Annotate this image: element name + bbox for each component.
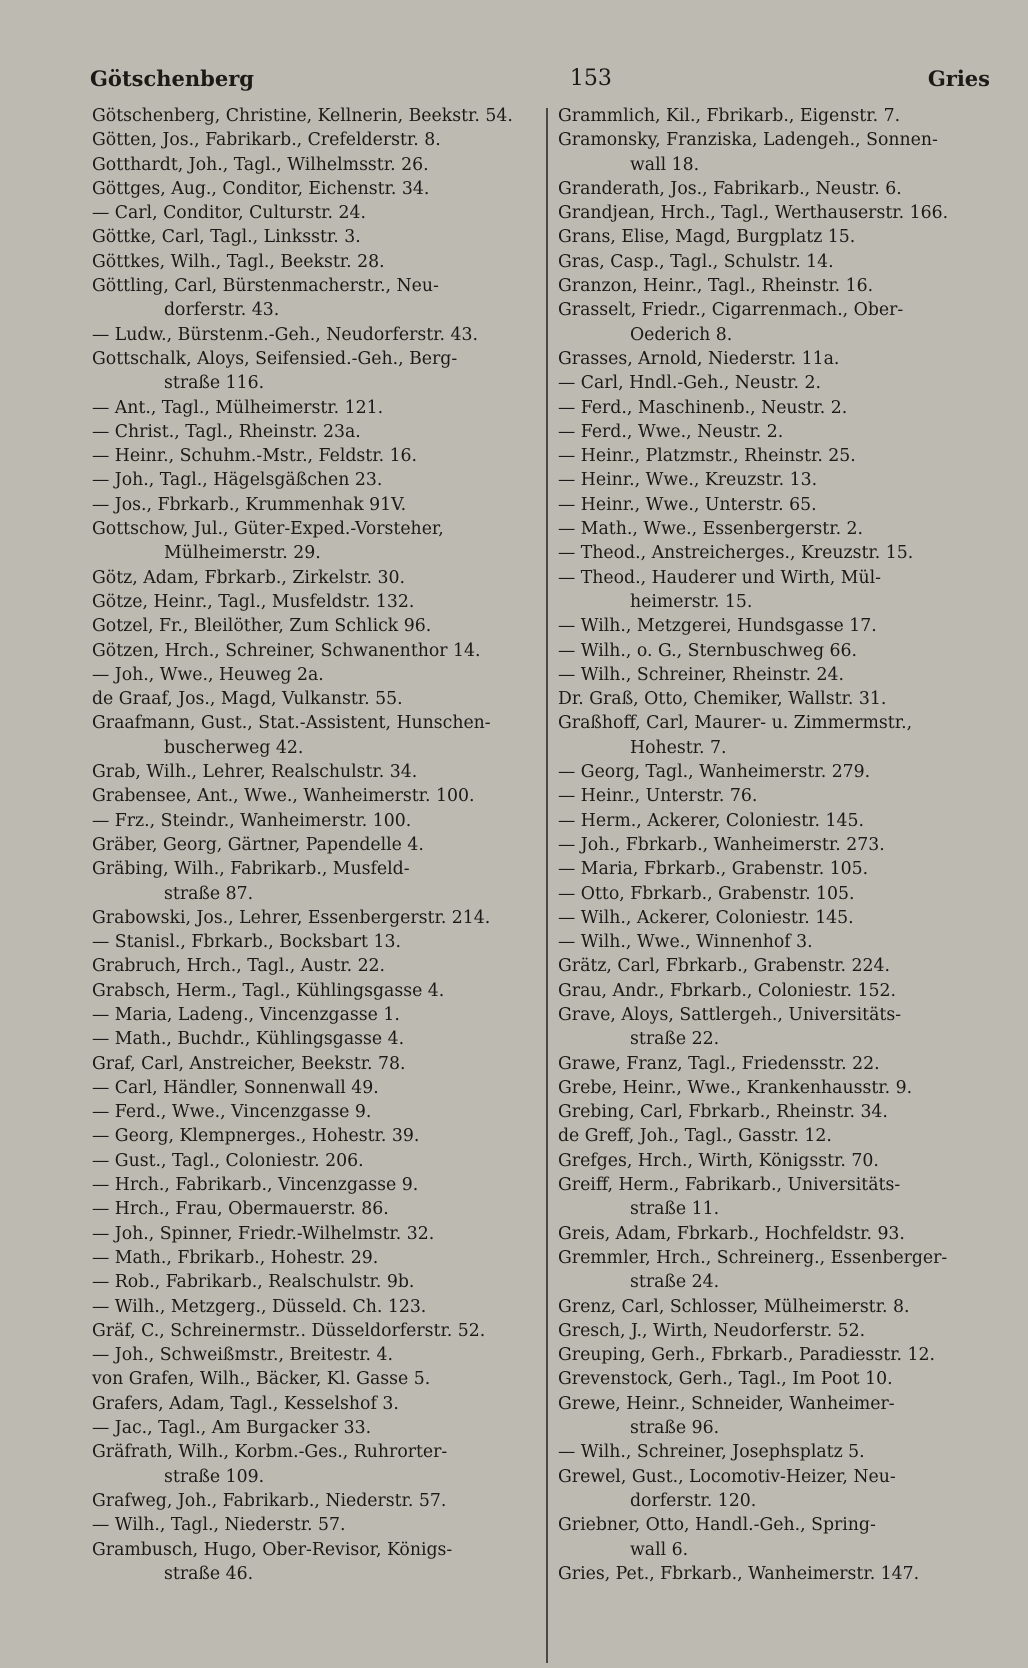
directory-entry <box>558 517 998 541</box>
entry-continuation-line: dorferstr. 43. <box>164 300 280 321</box>
directory-entry <box>92 1100 532 1124</box>
entry-line: Gramonsky, Franziska, Ladengeh., Sonnen- <box>558 130 938 151</box>
directory-entry <box>558 177 998 201</box>
entry-line: Granzon, Heinr., Tagl., Rheinstr. 16. <box>558 276 874 297</box>
directory-entry <box>558 687 998 711</box>
entry-line: Grebe, Heinr., Wwe., Krankenhausstr. 9. <box>558 1077 913 1098</box>
directory-entry <box>558 663 998 687</box>
entry-continuation-line: wall 18. <box>630 154 700 175</box>
entry-line: — Rob., Fabrikarb., Realschulstr. 9b. <box>92 1272 415 1293</box>
directory-entry <box>92 1124 532 1148</box>
entry-line: Grabensee, Ant., Wwe., Wanheimerstr. 100. <box>92 786 475 807</box>
directory-entry <box>92 979 532 1003</box>
entry-line: Grebing, Carl, Fbrkarb., Rheinstr. 34. <box>558 1102 888 1123</box>
entry-continuation-line: straße 46. <box>164 1563 254 1584</box>
column-divider <box>546 108 548 1663</box>
entry-line: — Wilh., Ackerer, Coloniestr. 145. <box>558 907 854 928</box>
entry-line: — Ferd., Wwe., Vincenzgasse 9. <box>92 1102 372 1123</box>
entry-continuation-line: heimerstr. 15. <box>630 591 753 612</box>
page-header <box>90 58 990 98</box>
entry-line: Grafers, Adam, Tagl., Kesselshof 3. <box>92 1393 399 1414</box>
entry-line: Götzen, Hrch., Schreiner, Schwanenthor 14. <box>92 640 481 661</box>
entry-line: Gotthardt, Joh., Tagl., Wilhelmsstr. 26. <box>92 154 429 175</box>
entry-line: Grasselt, Friedr., Cigarrenmach., Ober- <box>558 300 904 321</box>
directory-entry <box>558 954 998 978</box>
entry-line: — Heinr., Schuhm.-Mstr., Feldstr. 16. <box>92 446 418 467</box>
entry-line: Göttges, Aug., Conditor, Eichenstr. 34. <box>92 178 430 199</box>
directory-entry <box>558 420 998 444</box>
directory-entry <box>558 1319 998 1343</box>
directory-entry <box>558 979 998 1003</box>
directory-entry <box>92 517 532 566</box>
entry-line: Grab, Wilh., Lehrer, Realschulstr. 34. <box>92 762 418 783</box>
directory-entry <box>92 1513 532 1537</box>
entry-continuation-line: dorferstr. 120. <box>630 1490 757 1511</box>
entry-line: Grawe, Franz, Tagl., Friedensstr. 22. <box>558 1053 880 1074</box>
entry-continuation-line: buscherweg 42. <box>164 737 304 758</box>
directory-entry <box>558 1149 998 1173</box>
directory-entry <box>92 104 532 128</box>
entry-line: Göttke, Carl, Tagl., Linksstr. 3. <box>92 227 361 248</box>
entry-continuation-line: straße 11. <box>630 1199 720 1220</box>
directory-entry <box>92 809 532 833</box>
directory-entry <box>92 1222 532 1246</box>
entry-line: Götten, Jos., Fabrikarb., Crefelderstr. 8. <box>92 130 441 151</box>
directory-entry <box>92 250 532 274</box>
entry-line: — Hrch., Fabrikarb., Vincenzgasse 9. <box>92 1175 419 1196</box>
entry-line: Götze, Heinr., Tagl., Musfeldstr. 132. <box>92 591 415 612</box>
directory-entry <box>558 1562 998 1586</box>
entry-line: Gräfrath, Wilh., Korbm.-Ges., Ruhrorter- <box>92 1442 448 1463</box>
entry-line: Götschenberg, Christine, Kellnerin, Beekstr. 54. <box>92 106 513 126</box>
entry-line: — Theod., Hauderer und Wirth, Mül- <box>558 567 881 588</box>
directory-entry <box>92 566 532 590</box>
left-column <box>92 104 532 1586</box>
entry-line: Gottschow, Jul., Güter-Exped.-Vorsteher, <box>92 519 444 540</box>
entry-line: — Carl, Hndl.-Geh., Neustr. 2. <box>558 373 821 394</box>
entry-line: Grasses, Arnold, Niederstr. 11a. <box>558 348 840 369</box>
directory-entry <box>558 1052 998 1076</box>
entry-line: Gräbing, Wilh., Fabrikarb., Musfeld- <box>92 859 410 880</box>
directory-entry <box>92 396 532 420</box>
directory-entry <box>92 1489 532 1513</box>
directory-entry <box>558 1246 998 1295</box>
entry-line: Gräber, Georg, Gärtner, Papendelle 4. <box>92 834 424 855</box>
directory-entry <box>558 711 998 760</box>
entry-continuation-line: straße 22. <box>630 1029 720 1050</box>
entry-line: — Joh., Tagl., Hägelsgäßchen 23. <box>92 470 383 491</box>
directory-entry <box>558 1222 998 1246</box>
entry-line: — Jac., Tagl., Am Burgacker 33. <box>92 1418 372 1439</box>
entry-line: — Carl, Händler, Sonnenwall 49. <box>92 1077 379 1098</box>
entry-line: — Wilh., o. G., Sternbuschweg 66. <box>558 640 857 661</box>
directory-entry <box>92 1295 532 1319</box>
entry-line: Grewel, Gust., Locomotiv-Heizer, Neu- <box>558 1466 896 1487</box>
directory-entry <box>92 444 532 468</box>
directory-entry <box>92 906 532 930</box>
directory-entry <box>558 493 998 517</box>
entry-line: — Math., Wwe., Essenbergerstr. 2. <box>558 519 864 540</box>
entry-line: — Theod., Anstreicherges., Kreuzstr. 15. <box>558 543 914 564</box>
entry-line: Grevenstock, Gerh., Tagl., Im Poot 10. <box>558 1369 893 1390</box>
directory-entry <box>92 614 532 638</box>
entry-line: Gräf, C., Schreinermstr.. Düsseldorferstr. 52. <box>92 1320 486 1341</box>
directory-entry <box>558 1440 998 1464</box>
entry-continuation-line: Oederich 8. <box>630 324 733 345</box>
directory-entry <box>92 420 532 444</box>
entry-line: Göttling, Carl, Bürstenmacherstr., Neu- <box>92 276 439 297</box>
directory-entry <box>558 128 998 177</box>
entry-line: Göttkes, Wilh., Tagl., Beekstr. 28. <box>92 251 385 272</box>
directory-entry <box>92 201 532 225</box>
directory-entry <box>558 1100 998 1124</box>
entry-line: — Maria, Fbrkarb., Grabenstr. 105. <box>558 859 869 880</box>
directory-entry <box>92 1173 532 1197</box>
directory-entry <box>92 1197 532 1221</box>
entry-line: Grambusch, Hugo, Ober-Revisor, Königs- <box>92 1539 453 1560</box>
entry-line: Grenz, Carl, Schlosser, Mülheimerstr. 8. <box>558 1296 910 1317</box>
directory-entry <box>558 1295 998 1319</box>
directory-entry <box>558 614 998 638</box>
entry-line: Gras, Casp., Tagl., Schulstr. 14. <box>558 251 834 272</box>
entry-line: — Maria, Ladeng., Vincenzgasse 1. <box>92 1004 400 1025</box>
entry-line: Dr. Graß, Otto, Chemiker, Wallstr. 31. <box>558 689 887 710</box>
entry-line: Grewe, Heinr., Schneider, Wanheimer- <box>558 1393 895 1414</box>
directory-entry <box>92 468 532 492</box>
directory-entry <box>558 347 998 371</box>
entry-line: — Ludw., Bürstenm.-Geh., Neudorferstr. 43. <box>92 324 479 345</box>
entry-line: — Math., Buchdr., Kühlingsgasse 4. <box>92 1029 405 1050</box>
directory-entry <box>92 493 532 517</box>
directory-entry <box>92 687 532 711</box>
directory-entry <box>558 882 998 906</box>
directory-entry <box>92 1440 532 1489</box>
entry-line: Graf, Carl, Anstreicher, Beekstr. 78. <box>92 1053 406 1074</box>
entry-line: — Heinr., Wwe., Unterstr. 65. <box>558 494 817 515</box>
directory-entry <box>558 396 998 420</box>
entry-line: — Carl, Conditor, Culturstr. 24. <box>92 203 366 224</box>
entry-line: — Georg, Klempnerges., Hohestr. 39. <box>92 1126 420 1147</box>
entry-continuation-line: straße 116. <box>164 373 265 394</box>
entry-line: — Wilh., Wwe., Winnenhof 3. <box>558 932 813 953</box>
directory-entry <box>92 274 532 323</box>
directory-entry <box>92 784 532 808</box>
entry-line: de Greff, Joh., Tagl., Gasstr. 12. <box>558 1126 832 1147</box>
entry-line: — Joh., Spinner, Friedr.-Wilhelmstr. 32. <box>92 1223 435 1244</box>
directory-entry <box>558 1392 998 1441</box>
entry-continuation-line: wall 6. <box>630 1539 689 1560</box>
entry-line: Grafweg, Joh., Fabrikarb., Niederstr. 57. <box>92 1490 447 1511</box>
directory-entry <box>558 201 998 225</box>
directory-entry <box>92 1392 532 1416</box>
directory-entry <box>558 1076 998 1100</box>
directory-entry <box>92 153 532 177</box>
entry-line: — Otto, Fbrkarb., Grabenstr. 105. <box>558 883 855 904</box>
directory-entry <box>92 1416 532 1440</box>
entry-line: — Math., Fbrikarb., Hohestr. 29. <box>92 1247 379 1268</box>
entry-line: — Hrch., Frau, Obermauerstr. 86. <box>92 1199 389 1220</box>
entry-line: — Stanisl., Fbrkarb., Bocksbart 13. <box>92 932 401 953</box>
entry-line: — Wilh., Metzgerg., Düsseld. Ch. 123. <box>92 1296 427 1317</box>
directory-entry <box>558 1003 998 1052</box>
directory-entry <box>92 347 532 396</box>
directory-entry <box>92 857 532 906</box>
directory-entry <box>558 1513 998 1562</box>
entry-line: Graßhoff, Carl, Maurer- u. Zimmermstr., <box>558 713 913 734</box>
entry-line: Gottschalk, Aloys, Seifensied.-Geh., Berg- <box>92 348 458 369</box>
directory-entry <box>92 833 532 857</box>
entry-line: Grau, Andr., Fbrkarb., Coloniestr. 152. <box>558 980 896 1001</box>
entry-line: — Ferd., Wwe., Neustr. 2. <box>558 421 784 442</box>
entry-line: — Joh., Fbrkarb., Wanheimerstr. 273. <box>558 834 885 855</box>
entry-line: — Herm., Ackerer, Coloniestr. 145. <box>558 810 864 831</box>
directory-entry <box>92 930 532 954</box>
entry-line: Grandjean, Hrch., Tagl., Werthauserstr. 166. <box>558 203 949 224</box>
page-number: 153 <box>569 65 612 91</box>
directory-entry <box>92 1367 532 1391</box>
entry-line: Greis, Adam, Fbrkarb., Hochfeldstr. 93. <box>558 1223 905 1244</box>
entry-line: Gries, Pet., Fbrkarb., Wanheimerstr. 147. <box>558 1563 920 1584</box>
directory-entry <box>558 833 998 857</box>
directory-entry <box>558 371 998 395</box>
directory-entry <box>92 1343 532 1367</box>
entry-line: Griebner, Otto, Handl.-Geh., Spring- <box>558 1515 876 1536</box>
directory-entry <box>92 1319 532 1343</box>
directory-entry <box>558 906 998 930</box>
directory-entry <box>558 930 998 954</box>
entry-line: — Heinr., Unterstr. 76. <box>558 786 758 807</box>
directory-entry <box>92 1270 532 1294</box>
directory-entry <box>558 225 998 249</box>
directory-entry <box>558 1367 998 1391</box>
entry-line: — Ant., Tagl., Mülheimerstr. 121. <box>92 397 384 418</box>
entry-line: Graafmann, Gust., Stat.-Assistent, Hunschen- <box>92 713 491 734</box>
right-column <box>558 104 998 1586</box>
directory-entry <box>92 590 532 614</box>
directory-entry <box>558 1173 998 1222</box>
entry-line: Gotzel, Fr., Bleilöther, Zum Schlick 96. <box>92 616 432 637</box>
entry-line: Greiff, Herm., Fabrikarb., Universitäts- <box>558 1175 901 1196</box>
entry-line: Gremmler, Hrch., Schreinerg., Essenberger- <box>558 1247 948 1268</box>
entry-continuation-line: straße 109. <box>164 1466 265 1487</box>
directory-entry <box>558 1343 998 1367</box>
directory-entry <box>92 1538 532 1587</box>
entry-line: — Gust., Tagl., Coloniestr. 206. <box>92 1150 364 1171</box>
entry-line: Grans, Elise, Magd, Burgplatz 15. <box>558 227 856 248</box>
directory-entry <box>558 809 998 833</box>
entry-continuation-line: straße 87. <box>164 883 254 904</box>
directory-entry <box>558 468 998 492</box>
directory-entry <box>558 444 998 468</box>
entry-continuation-line: Mülheimerstr. 29. <box>164 543 321 564</box>
entry-line: Gresch, J., Wirth, Neudorferstr. 52. <box>558 1320 866 1341</box>
entry-line: — Jos., Fbrkarb., Krummenhak 91V. <box>92 494 407 515</box>
directory-entry <box>92 639 532 663</box>
entry-line: Götz, Adam, Fbrkarb., Zirkelstr. 30. <box>92 567 406 588</box>
entry-continuation-line: straße 24. <box>630 1272 720 1293</box>
entry-line: — Heinr., Platzmstr., Rheinstr. 25. <box>558 446 856 467</box>
entry-line: — Joh., Schweißmstr., Breitestr. 4. <box>92 1345 394 1366</box>
entry-line: Grabowski, Jos., Lehrer, Essenbergerstr. 214. <box>92 907 491 928</box>
entry-line: Granderath, Jos., Fabrikarb., Neustr. 6. <box>558 178 902 199</box>
entry-line: Grabsch, Herm., Tagl., Kühlingsgasse 4. <box>92 980 445 1001</box>
entry-continuation-line: Hohestr. 7. <box>630 737 727 758</box>
header-left-keyword: Götschenberg <box>90 65 254 91</box>
entry-line: — Wilh., Metzgerei, Hundsgasse 17. <box>558 616 877 637</box>
entry-line: — Wilh., Schreiner, Rheinstr. 24. <box>558 664 844 685</box>
directory-entry <box>558 1124 998 1148</box>
directory-entry <box>92 760 532 784</box>
directory-entry <box>558 639 998 663</box>
directory-entry <box>92 323 532 347</box>
directory-entry <box>558 298 998 347</box>
entry-continuation-line: straße 96. <box>630 1418 720 1439</box>
entry-line: Greuping, Gerh., Fbrkarb., Paradiesstr. 12. <box>558 1345 936 1366</box>
directory-entry <box>92 1076 532 1100</box>
entry-line: — Wilh., Schreiner, Josephsplatz 5. <box>558 1442 865 1463</box>
directory-entry <box>558 274 998 298</box>
entry-line: — Joh., Wwe., Heuweg 2a. <box>92 664 324 685</box>
entry-line: Grave, Aloys, Sattlergeh., Universitäts- <box>558 1004 902 1025</box>
directory-entry <box>558 1465 998 1514</box>
entry-line: Grätz, Carl, Fbrkarb., Grabenstr. 224. <box>558 956 891 977</box>
directory-entry <box>558 250 998 274</box>
entry-line: — Ferd., Maschinenb., Neustr. 2. <box>558 397 848 418</box>
directory-entry <box>92 1003 532 1027</box>
directory-entry <box>558 104 998 128</box>
directory-entry <box>92 954 532 978</box>
directory-entry <box>92 225 532 249</box>
directory-entry <box>558 760 998 784</box>
entry-line: von Grafen, Wilh., Bäcker, Kl. Gasse 5. <box>92 1369 431 1390</box>
entry-line: Grabruch, Hrch., Tagl., Austr. 22. <box>92 956 386 977</box>
entry-line: — Georg, Tagl., Wanheimerstr. 279. <box>558 762 871 783</box>
header-right-keyword: Gries <box>927 65 990 91</box>
directory-entry <box>92 711 532 760</box>
directory-entry <box>92 1149 532 1173</box>
entry-line: Grammlich, Kil., Fbrikarb., Eigenstr. 7. <box>558 106 901 126</box>
entry-line: — Christ., Tagl., Rheinstr. 23a. <box>92 421 361 442</box>
entry-line: — Heinr., Wwe., Kreuzstr. 13. <box>558 470 818 491</box>
entry-line: — Frz., Steindr., Wanheimerstr. 100. <box>92 810 412 831</box>
directory-entry <box>92 663 532 687</box>
entry-line: — Wilh., Tagl., Niederstr. 57. <box>92 1515 346 1536</box>
directory-entry <box>92 177 532 201</box>
directory-entry <box>558 784 998 808</box>
directory-entry <box>92 1246 532 1270</box>
directory-entry <box>558 566 998 615</box>
directory-entry <box>558 541 998 565</box>
directory-entry <box>92 128 532 152</box>
directory-entry <box>92 1027 532 1051</box>
directory-entry <box>92 1052 532 1076</box>
entry-line: de Graaf, Jos., Magd, Vulkanstr. 55. <box>92 689 403 710</box>
entry-line: Grefges, Hrch., Wirth, Königsstr. 70. <box>558 1150 879 1171</box>
directory-entry <box>558 857 998 881</box>
